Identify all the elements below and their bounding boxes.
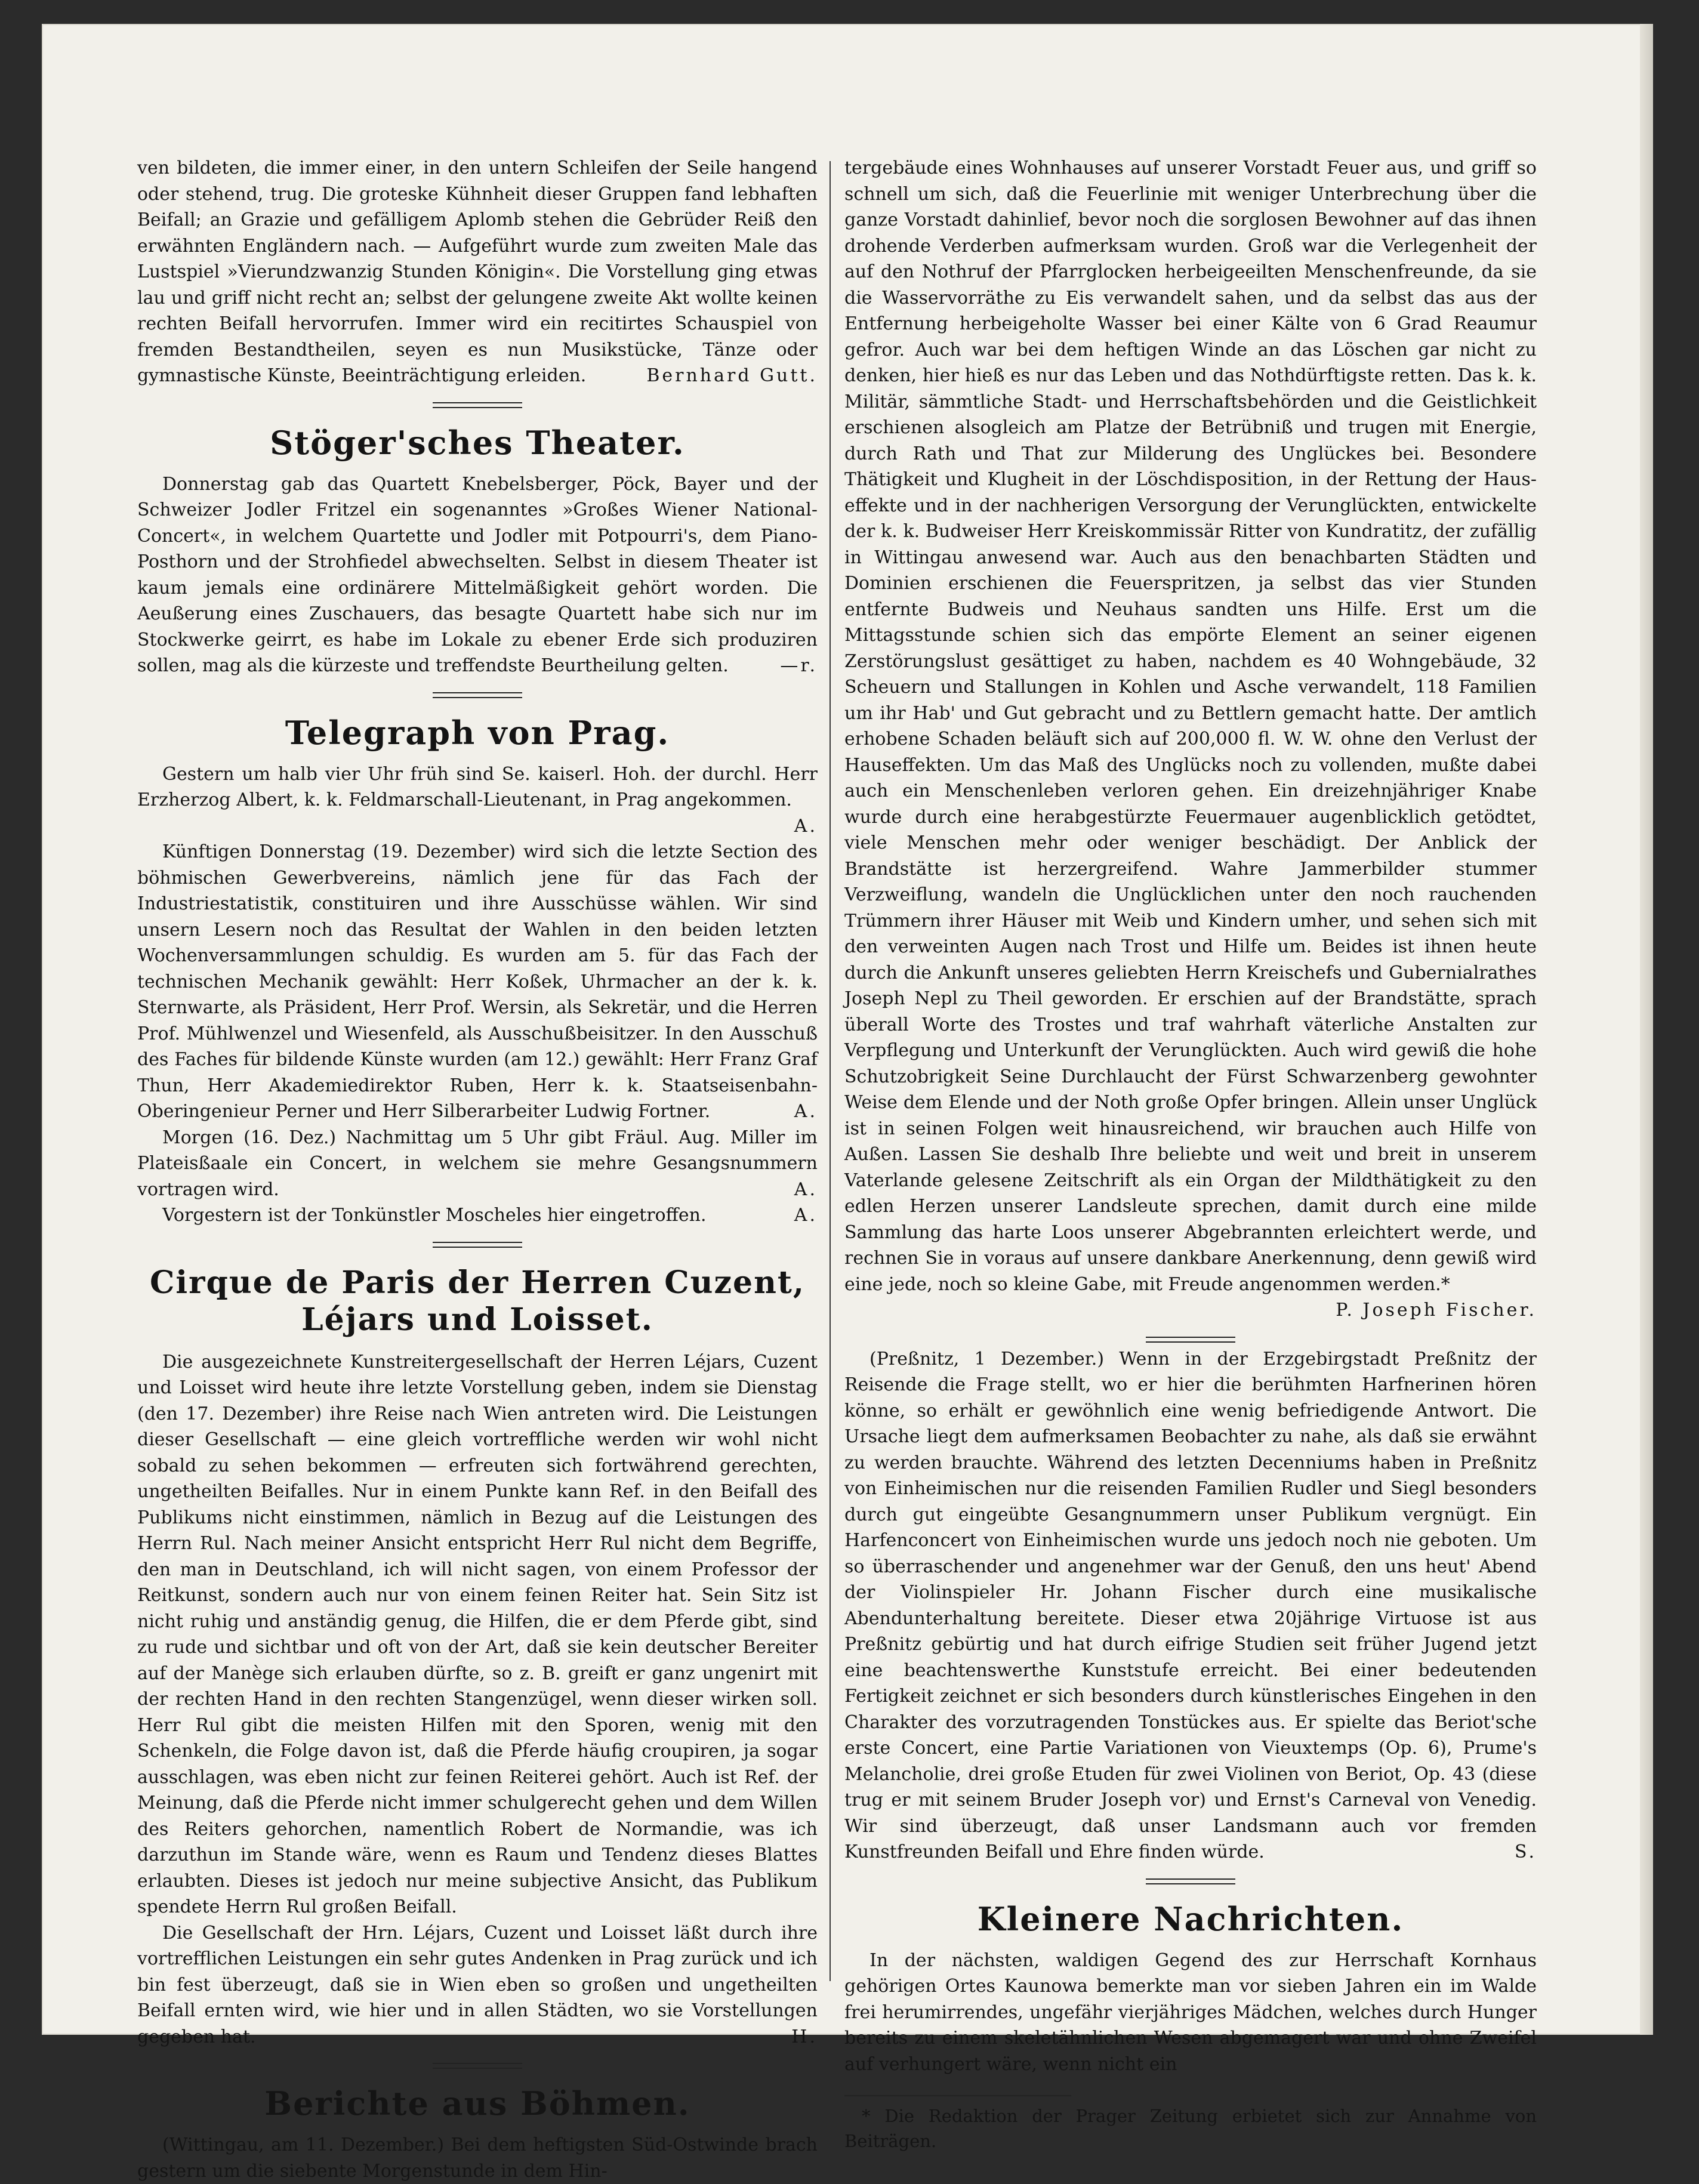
article-paragraph — [137, 839, 818, 1125]
article-paragraph — [137, 155, 818, 389]
paragraph-text: Die Gesellschaft der Hrn. Léjars, Cuzent und Loisset läßt durch ihre vortrefflichen Leistungen ein sehr gutes Andenken in Prag zurück und ich bin fest überzeugt, daß sie in Wien eben so großen und ungetheilten Beifall ernten wird, wie hier und in allen Städten, wo sie Vorstellungen gegeben hat. — [137, 1922, 818, 2047]
paragraph-text: tergebäude eines Wohnhauses auf unserer Vorstadt Feuer aus, und griff so schnell um sich, daß die Feuerlinie mit weniger Unterbrechung über die ganze Vorstadt dahinlief, bevor noch die sorglosen Bewohner auf das ihnen drohende Verderben aufmerksam wurden. Groß war die Verlegenheit der auf den Nothruf der Pfarrglocken herbeigeeilten Menschenfreunde, da sie die Wasservorräthe zu Eis verwandelt sahen, und da selbst das aus der Entfernung herbeigeholte Wasser bei einer Kälte von 6 Grad Reaumur gefror. Auch war bei dem heftigen Winde an das Löschen gar nicht zu denken, hier hieß es nur das Leben und das Nothdürftigste retten. Das k. k. Militär, sämmtliche Stadt- und Herrschaftsbehörden und die Geistlichkeit erschienen alsogleich am Platze der Betrübniß und trugen mit Energie, durch Rath und That zur Milderung des Unglückes bei. Besondere Thätigkeit und Klugheit in der Löschdisposition, in der Rettung der Hauseffekte und in der nachherigen Versorgung der Verunglückten, entwickelte der k. k. Budweiser Herr Kreiskommissär Ritter von Kundratitz, der zufällig in Wittingau anwesend war. Auch aus den benachbarten Städten und Dominien erschienen die Feuerspritzen, ja selbst das vier Stunden entfernte Budweis und Neuhaus sandten uns Hilfe. Erst um die Mittagsstunde schien sich das empörte Element an seiner eigenen Zerstörungslust gesättiget zu haben, nachdem es 40 Wohngebäude, 32 Scheuern und Stallungen in Kohlen und Asche verwandelt, 118 Familien um ihr Hab' und Gut gebracht und zu Bettlern gemacht hatte. Der amtlich erhobene Schaden beläuft sich auf 200,000 fl. W. W. ohne den Verlust der Hauseffekten. Um das Maß des Unglücks noch zu vollenden, mußte dabei auch ein Menschenleben verloren gehen. Ein dreizehnjähriger Knabe wurde durch eine herabgestürzte Feuermauer augenblicklich getödtet, viele Menschen mehr oder weniger beschädigt. Der Anblick der Brandstätte ist herzergreifend. Wahre Jammerbilder stummer Verzweiflung, wandeln die Unglücklichen unter den noch rauchenden Trümmern ihrer Häuser mit Weib und Kindern umher, und sehen sich mit den verweinten Augen nach Trost und Hilfe um. Beides ist ihnen heute durch die Ankunft unseres geliebten Herrn Kreischefs und Gubernialrathes Joseph Nepl zu Theil geworden. Er erschien auf der Brandstätte, sprach überall Worte des Trostes und traf wahrhaft väterliche Anstalten zur Verpflegung und Unterkunft der Verunglückten. Auch wird gewiß die hohe Schutzobrigkeit Seine Durchlaucht der Fürst Schwarzenberg gewohnter Weise dem Elende und der Noth große Opfer bringen. Allein unser Unglück ist in seinen Folgen weit hinausreichend, wir brauchen auch Hilfe von Außen. Lassen Sie deshalb Ihre beliebte und weit und breit in unserem Vaterlande gelesene Zeitschrift als ein Organ der Mildthätigkeit zu den edlen Herzen unserer Landsleute sprechen, damit durch eine milde Sammlung das harte Loos unserer Abgebrannten erleichtert werde, und rechnen Sie in voraus auf unsere dankbare Anerkennung, denn gewiß wird eine jede, noch so kleine Gabe, mit Freude angenommen werden.* — [844, 158, 1537, 1295]
author-signature: H. — [791, 2026, 818, 2047]
article-paragraph — [844, 1948, 1537, 2078]
author-signature: P. Joseph Fischer. — [1336, 1300, 1537, 1321]
author-signature: S. — [1514, 1841, 1537, 1862]
article-paragraph — [844, 1346, 1537, 1865]
footnote: * Die Redaktion der Prager Zeitung erbietet sich zur Annahme von Beiträgen. — [844, 2106, 1537, 2151]
paragraph-text: (Preßnitz, 1 Dezember.) Wenn in der Erzgebirgstadt Preßnitz der Reisende die Frage stellt, wo er hier die berühmten Harfnerinen hören könne, so erhält er gewöhnlich eine wenig befriedigende Antwort. Die Ursache liegt dem aufmerksamen Beobachter zu nahe, als daß sie erwähnt zu werden brauchte. Während des letzten Decenniums haben in Preßnitz von Einheimischen nur die reisenden Familien Rudler und Siegl besonders durch gut eingeübte Gesangnummern unser Publikum vergnügt. Ein Harfenconcert von Einheimischen wurde uns jedoch noch nie geboten. Um so überraschender und angenehmer war der Genuß, den uns heut' Abend der Violinspieler Hr. Johann Fischer durch eine musikalische Abendunterhaltung bereitete. Dieser etwa 20jährige Virtuose ist aus Preßnitz gebürtig und hat durch eifrige Studien seit früher Jugend jetzt eine beachtenswerthe Kunststufe erreicht. Bei einer bedeutenden Fertigkeit zeichnet er sich besonders durch künstlerisches Eingehen in den Charakter des vorzutragenden Tonstückes aus. Er spielte das Beriot'sche erste Concert, eine Partie Variationen von Vieuxtemps (Op. 6), Prume's Melancholie, drei große Etuden für zwei Violinen von Beriot, Op. 43 (diese trug er mit seinem Bruder Joseph vor) und Ernst's Carneval von Venedig. Wir sind überzeugt, daß unser Landsmann auch vor fremden Kunstfreunden Beifall und Ehre finden würde. — [844, 1348, 1537, 1862]
section-heading-berichte-boehmen: Berichte aus Böhmen. — [264, 2084, 690, 2123]
section-heading-stoeger-theater: Stöger'sches Theater. — [270, 423, 685, 462]
paragraph-text: Gestern um halb vier Uhr früh sind Se. kaiserl. Hoh. der durchl. Herr Erzherzog Albert, k. k. Feldmarschall-Lieutenant, in Prag angekommen. — [137, 763, 818, 810]
author-signature: A. — [794, 1101, 818, 1122]
section-rule — [1146, 1878, 1235, 1884]
article-paragraph — [137, 471, 818, 679]
article-paragraph — [137, 1349, 818, 1920]
paragraph-text: ven bildeten, die immer einer, in den untern Schleifen der Seile hangend oder stehend, trug. Die groteske Kühnheit dieser Gruppen fand lebhaften Beifall; an Grazie und gefälligem Aplomb stehen die Gebrüder Reiß den erwähnten Engländern nach. — Aufgeführt wurde zum zweiten Male das Lustspiel »Vierundzwanzig Stunden Königin«. Die Vorstellung ging etwas lau und griff nicht recht an; selbst der gelungene zweite Akt wollte keinen rechten Beifall hervorrufen. Immer wird ein recitirtes Schauspiel von fremden Bestandtheilen, seyen es nun Musikstücke, Tänze oder gymnastische Künste, Beeinträchtigung erleiden. — [137, 158, 818, 386]
paragraph-text: Vorgestern ist der Tonkünstler Moscheles hier eingetroffen. — [162, 1205, 707, 1226]
paragraph-text: Donnerstag gab das Quartett Knebelsberger, Pöck, Bayer und der Schweizer Jodler Fritzel ein sogenanntes »Großes Wiener National-Concert«, in welchem Quartette und Jodler mit Potpourri's, dem Piano-Posthorn und der Strohfiedel abwechselten. Selbst in diesem Theater ist kaum jemals eine ordinärere Mittelmäßigkeit gehört worden. Die Aeußerung eines Zuschauers, das besagte Quartett habe sich nur im Stockwerke geirrt, es habe im Lokale zu ebener Erde sich produziren sollen, mag als die kürzeste und treffendste Beurtheilung gelten. — [137, 473, 818, 676]
article-paragraph — [137, 1920, 818, 2050]
section-rule — [433, 1242, 522, 1248]
paragraph-text: (Wittingau, am 11. Dezember.) Bei dem heftigsten Süd-Ostwinde brach gestern um die siebente Morgenstunde in dem Hin- — [137, 2134, 818, 2182]
section-heading-kleinere-nachrichten: Kleinere Nachrichten. — [977, 1899, 1404, 1938]
section-rule — [433, 402, 522, 408]
author-signature: A. — [794, 1179, 818, 1200]
paragraph-text: Morgen (16. Dez.) Nachmittag um 5 Uhr gibt Fräul. Aug. Miller im Plateisßaale ein Concert, in welchem sie mehre Gesangsnummern vortragen wird. — [137, 1127, 818, 1200]
author-signature: —r. — [780, 655, 818, 676]
newspaper-page — [42, 24, 1653, 2182]
left-column — [137, 155, 818, 2182]
page-edge — [1640, 24, 1653, 2035]
section-rule — [433, 692, 522, 698]
article-paragraph — [137, 1125, 818, 1203]
author-signature: A. — [794, 815, 818, 837]
article-paragraph — [137, 2132, 818, 2184]
article-paragraph — [137, 1202, 818, 1229]
section-rule — [433, 2063, 522, 2069]
footnote-rule — [844, 2095, 1071, 2096]
paragraph-text: Künftigen Donnerstag (19. Dezember) wird sich die letzte Section des böhmischen Gewerbvereins, nämlich jene für das Fach der Industriestatistik, constituiren und ihre Ausschüsse wählen. Wir sind unsern Lesern noch das Resultat der Wahlen in den beiden letzten Wochenversammlungen schuldig. Es wurden am 5. für das Fach der technischen Mechanik gewählt: Herr Koßek, Uhrmacher an der k. k. Sternwarte, als Präsident, Herr Prof. Wersin, als Sekretär, und die Herren Prof. Mühlwenzel und Wiesenfeld, als Ausschußbeisitzer. In den Ausschuß des Faches für bildende Künste wurden (am 12.) gewählt: Herr Franz Graf Thun, Herr Akademiedirektor Ruben, Herr k. k. Staatseisenbahn-Oberingenieur Perner und Herr Silberarbeiter Ludwig Fortner. — [137, 841, 818, 1122]
paragraph-text: In der nächsten, waldigen Gegend des zur Herrschaft Kornhaus gehörigen Ortes Kaunowa bemerkte man vor sieben Jahren ein im Walde frei herumirrendes, ungefähr vierjähriges Mädchen, welches durch Hunger bereits zu einem skeletähnlichen Wesen abgemagert war und ohne Zweifel auf verhungert wäre, wenn nicht ein — [844, 1949, 1537, 2075]
column-divider — [830, 161, 831, 1981]
section-heading-cirque-de-paris: Cirque de Paris der Herren Cuzent, Léjars und Loisset. — [149, 1264, 806, 1338]
article-paragraph — [137, 761, 818, 840]
paragraph-text: Die ausgezeichnete Kunstreitergesellschaft der Herren Léjars, Cuzent und Loisset wird heute ihre letzte Vorstellung geben, indem sie Dienstag (den 17. Dezember) ihre Reise nach Wien antreten wird. Die Leistungen dieser Gesellschaft — eine gleich vortreffliche werden wir wohl nicht sobald zu sehen bekommen — erfreuten sich fortwährend gerechten, ungetheilten Beifalles. Nur in einem Punkte kann Ref. in den Beifall des Publikums nicht einstimmen, nämlich in Bezug auf die Leistungen des Herrn Rul. Nach meiner Ansicht entspricht Herr Rul nicht dem Begriffe, den man in Deutschland, ich will nicht sagen, von einem Professor der Reitkunst, sondern auch nur von einem feinen Reiter hat. Sein Sitz ist nicht ruhig und anständig genug, die Hilfen, die er dem Pferde gibt, sind zu rude und sichtbar und oft von der Art, daß sie kein deutscher Bereiter auf der Manège sich erlauben dürfte, so z. B. greift er ganz ungenirt mit der rechten Hand in den rechten Stangenzügel, wenn dieser wirken soll. Herr Rul gibt die meisten Hilfen mit den Sporen, wenig mit den Schenkeln, die Folge davon ist, daß die Pferde häufig croupiren, ja sogar ausschlagen, was eben nicht zur feinen Reiterei gehört. Auch ist Ref. der Meinung, daß die Pferde nicht immer schulgerecht gehen und dem Willen des Reiters gehorchen, namentlich Robert de Normandie, was ich darzuthun im Stande wäre, wenn es Raum und Tendenz dieses Blattes erlaubten. Dieses ist jedoch nur meine subjective Ansicht, das Publikum spendete Herrn Rul großen Beifall. — [137, 1351, 818, 1917]
article-paragraph — [844, 155, 1537, 1324]
section-rule — [1146, 1337, 1235, 1343]
section-heading-telegraph-prag: Telegraph von Prag. — [285, 713, 670, 752]
right-column — [844, 155, 1537, 2151]
author-signature: Bernhard Gutt. — [646, 365, 818, 386]
author-signature: A. — [794, 1205, 818, 1226]
